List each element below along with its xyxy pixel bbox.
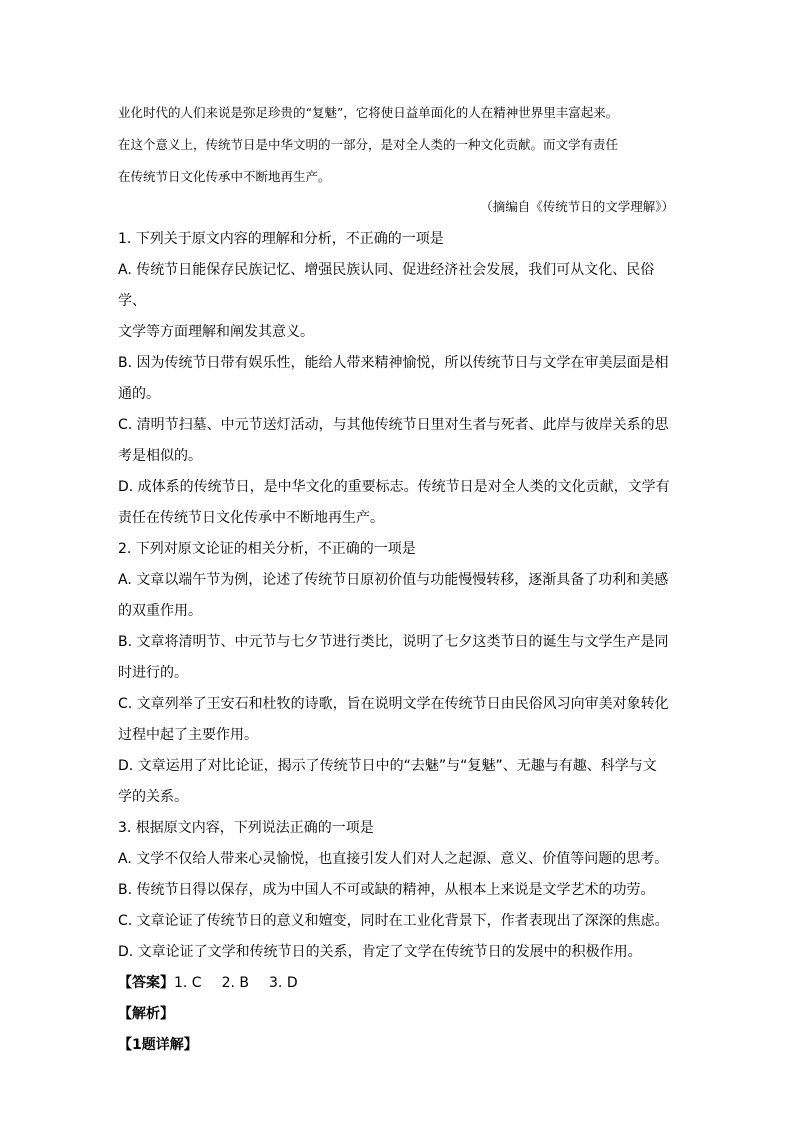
option-3c: C. 文章论证了传统节日的意义和嬗变，同时在工业化背景下，作者表现出了深深的焦虑。 (118, 913, 669, 929)
answer-line (118, 968, 678, 999)
option-2c: C. 文章列举了王安石和杜牧的诗歌，旨在说明文学在传统节日由民俗风习向审美对象转化 (118, 696, 669, 712)
passage-line: 在传统节日文化传承中不断地再生产。 (118, 169, 331, 184)
option-1b: B. 因为传统节日带有娱乐性，能给人带来精神愉悦，所以传统节日与文学在审美层面是相 (118, 355, 669, 371)
option-2b-cont: 时进行的。 (118, 665, 188, 681)
analysis-heading: 【解析】 (118, 1006, 174, 1022)
option-2d-cont: 学的关系。 (118, 789, 188, 805)
option-1c: C. 清明节扫墓、中元节送灯活动，与其他传统节日里对生者与死者、此岸与彼岸关系的思 (118, 417, 669, 433)
answer-item: 3. D (269, 975, 298, 991)
option-1a-cont: 文学等方面理解和阐发其意义。 (118, 324, 314, 340)
option-3a: A. 文学不仅给人带来心灵愉悦，也直接引发人们对人之起源、意义、价值等问题的思考。 (118, 851, 669, 867)
detail-heading: 【1题详解】 (118, 1037, 198, 1053)
answer-item: 2. B (221, 975, 250, 991)
option-1d-cont: 责任在传统节日文化传承中不断地再生产。 (118, 510, 384, 526)
passage-text (118, 97, 678, 193)
option-2a-cont: 的双重作用。 (118, 603, 202, 619)
questions-block (118, 224, 678, 1061)
answer-label: 【答案】 (118, 975, 174, 991)
option-2d: D. 文章运用了对比论证，揭示了传统节日中的“去魅”与“复魅”、无趣与有趣、科学与文 (118, 758, 657, 774)
passage-source: （摘编自《传统节日的文学理解》） (480, 199, 674, 214)
option-1b-cont: 通的。 (118, 386, 160, 402)
option-2b: B. 文章将清明节、中元节与七夕节进行类比，说明了七夕这类节日的诞生与文学生产是同 (118, 634, 669, 650)
question-1-stem: 1. 下列关于原文内容的理解和分析，不正确的一项是 (118, 231, 444, 247)
option-2a: A. 文章以端午节为例，论述了传统节日原初价值与功能慢慢转移，逐渐具备了功利和美感 (118, 572, 669, 588)
question-2-stem: 2. 下列对原文论证的相关分析，不正确的一项是 (118, 541, 416, 557)
passage-line: 在这个意义上，传统节日是中华文明的一部分，是对全人类的一种文化贡献。而文学有责任 (118, 137, 619, 152)
option-3d: D. 文章论证了文学和传统节日的关系，肯定了文学在传统节日的发展中的积极作用。 (118, 944, 642, 960)
question-3-stem: 3. 根据原文内容，下列说法正确的一项是 (118, 820, 374, 836)
option-2c-cont: 过程中起了主要作用。 (118, 727, 258, 743)
option-1a: A. 传统节日能保存民族记忆、增强民族认同、促进经济社会发展，我们可从文化、民俗学、 (118, 262, 655, 309)
option-1c-cont: 考是相似的。 (118, 448, 202, 464)
answer-item: 1. C (174, 975, 202, 991)
passage-line: 业化时代的人们来说是弥足珍贵的“复魅”，它将使日益单面化的人在精神世界里丰富起来。 (118, 105, 619, 120)
option-1d: D. 成体系的传统节日，是中华文化的重要标志。传统节日是对全人类的文化贡献，文学有 (118, 479, 670, 495)
option-3b: B. 传统节日得以保存，成为中国人不可或缺的精神，从根本上来说是文学艺术的功劳。 (118, 882, 655, 898)
